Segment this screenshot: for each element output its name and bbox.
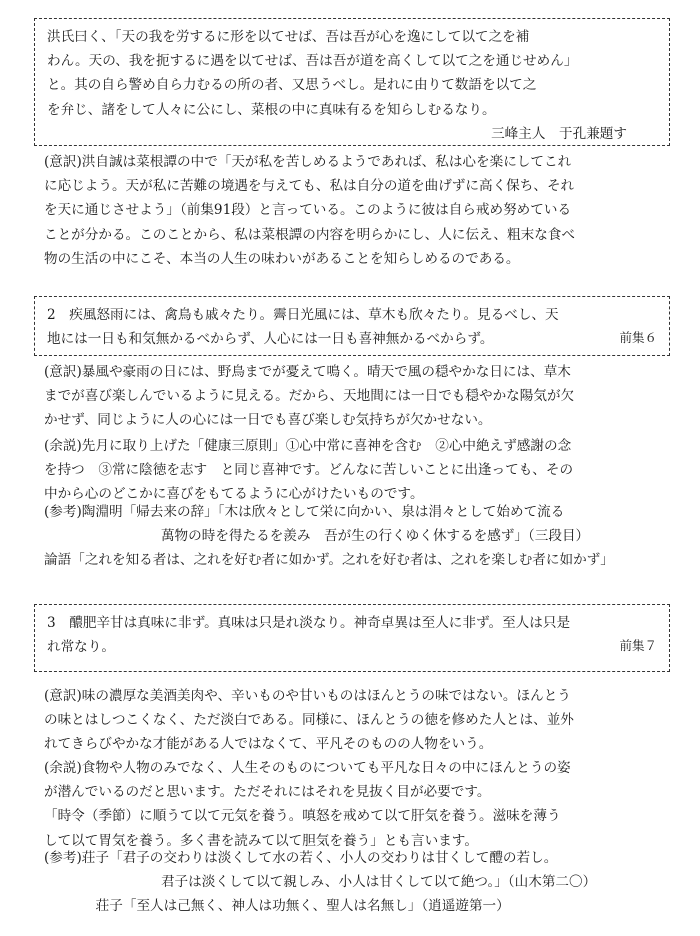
note-label: (意訳) bbox=[44, 364, 82, 380]
quote-line: 3 醲肥辛甘は真味に非ず。真味は只是れ淡なり。神奇卓異は至人に非ず。至人は只是 bbox=[47, 615, 571, 631]
note-line: ことが分かる。このことから、私は菜根譚の内容を明らかにし、人に伝え、粗末な食べ bbox=[44, 226, 575, 243]
note-line: を天に通じさせよう」（前集91段）と言っている。このように彼は自ら戒め努めている bbox=[44, 202, 572, 219]
quote-line: 洪氏曰く、「天の我を労するに形を以てせば、吾は吾が心を逸にして以て之を補 bbox=[47, 29, 530, 45]
note-label: (参考) bbox=[44, 504, 82, 520]
note-line: が潜んでいるのだと思います。ただそれにはそれを見抜く目が必要です。 bbox=[44, 784, 491, 801]
signature: 三峰主人 于孔兼題す bbox=[491, 125, 627, 142]
note-line: 洪自誠は菜根譚の中で「天が私を苦しめるようであれば、私は心を楽にしてこれ bbox=[81, 154, 572, 170]
note-translation-1 bbox=[44, 150, 674, 271]
note-reference-2 bbox=[44, 500, 674, 573]
note-line: に応じよう。天が私に苦難の境遇を与えても、私は自分の道を曲げずに高く保ち、それ bbox=[44, 178, 575, 195]
quote-line: 2 疾風怒雨には、禽鳥も戚々たり。霽日光風には、草木も欣々たり。見るべし、天 bbox=[47, 307, 559, 323]
note-translation-2 bbox=[44, 360, 674, 433]
quote-box-2 bbox=[34, 296, 670, 356]
note-line: 味の濃厚な美酒美肉や、辛いものや甘いものはほんとうの味ではない。ほんとう bbox=[81, 688, 571, 704]
note-line: を持つ ③常に陰徳を志す と同じ喜神です。どんなに苦しいことに出逢っても、その bbox=[44, 462, 574, 479]
note-line: 陶淵明「帰去来の辞」「木は欣々として栄に向かい、泉は涓々として始めて流る bbox=[81, 504, 565, 520]
note-line: 論語「之れを知る者は、之れを好む者に如かず。之れを好む者は、之れを楽しむ者に如かず」 bbox=[44, 552, 614, 569]
quote-line: と。其の自ら警め自ら力むるの所の者、又思うべし。是れに由りて数語を以て之 bbox=[47, 77, 537, 94]
note-label: (意訳) bbox=[44, 154, 82, 170]
quote-line: 地には一日も和気無かるべからず、人心には一日も喜神無かるべからず。 bbox=[47, 331, 494, 348]
note-line: れてきらびやかな才能がある人ではなくて、平凡そのものの人物をいう。 bbox=[44, 736, 493, 753]
reference-label: 前集６ bbox=[619, 330, 657, 346]
quote-box-1 bbox=[34, 18, 670, 146]
note-translation-3 bbox=[44, 684, 674, 757]
note-commentary-3 bbox=[44, 756, 674, 853]
note-label: (余説) bbox=[44, 438, 82, 454]
note-line: 荘子「君子の交わりは淡くして水の若く、小人の交わりは甘くして醴の若し。 bbox=[81, 850, 558, 866]
note-line: 「時令（季節）に順うて以て元気を養う。嗔怒を戒めて以て肝気を養う。滋味を薄う bbox=[44, 808, 561, 825]
note-line: 食物や人物のみでなく、人生そのものについても平凡な日々の中にほんとうの姿 bbox=[81, 760, 571, 776]
quote-box-3 bbox=[34, 604, 670, 672]
note-line: 荘子「至人は己無く、神人は功無く、聖人は名無し」（逍遥遊第一） bbox=[95, 898, 510, 915]
reference-label: 前集７ bbox=[619, 638, 657, 654]
quote-line: わん。天の、我を扼するに遇を以てせば、吾は吾が道を高くして以て之を通じせめん」 bbox=[47, 53, 578, 70]
note-line: 先月に取り上げた「健康三原則」①心中常に喜神を含む ②心中絶えず感謝の念 bbox=[81, 438, 572, 454]
note-line: かせず、同じように人の心には一日でも喜び楽しむ気持ちが欠かせない。 bbox=[44, 412, 492, 429]
note-label: (余説) bbox=[44, 760, 82, 776]
note-line: 君子は淡くして以て親しみ、小人は甘くして以て絶つ。」（山木第二〇） bbox=[160, 874, 597, 891]
note-line: 中から心のどこかに喜びをもてるように心がけたいものです。 bbox=[44, 486, 424, 503]
quote-line: れ常なり。 bbox=[47, 639, 115, 656]
note-line: して以て胃気を養う。多く書を読みて以て胆気を養う」とも言います。 bbox=[44, 832, 478, 849]
note-commentary-2 bbox=[44, 434, 674, 507]
note-line: までが喜び楽しんでいるように見える。だから、天地間には一日でも穏やかな陽気が欠 bbox=[44, 388, 575, 405]
note-line: 物の生活の中にこそ、本当の人生の味わいがあることを知らしめるのである。 bbox=[44, 250, 520, 267]
note-line: 萬物の時を得たるを羨み 吾が生の行くゆく休するを感ず」（三段目） bbox=[160, 528, 590, 545]
note-line: の味とはしつこくなく、ただ淡白である。同様に、ほんとうの徳を修めた人とは、並外 bbox=[44, 712, 574, 729]
note-label: (意訳) bbox=[44, 688, 82, 704]
note-reference-3 bbox=[44, 846, 674, 919]
quote-line: を弁じ、諸をして人々に公にし、菜根の中に真味有るを知らしむるなり。 bbox=[47, 101, 496, 118]
note-line: 暴風や豪雨の日には、野鳥までが憂えて鳴く。晴天で風の穏やかな日には、草木 bbox=[81, 364, 571, 380]
note-label: (参考) bbox=[44, 850, 82, 866]
